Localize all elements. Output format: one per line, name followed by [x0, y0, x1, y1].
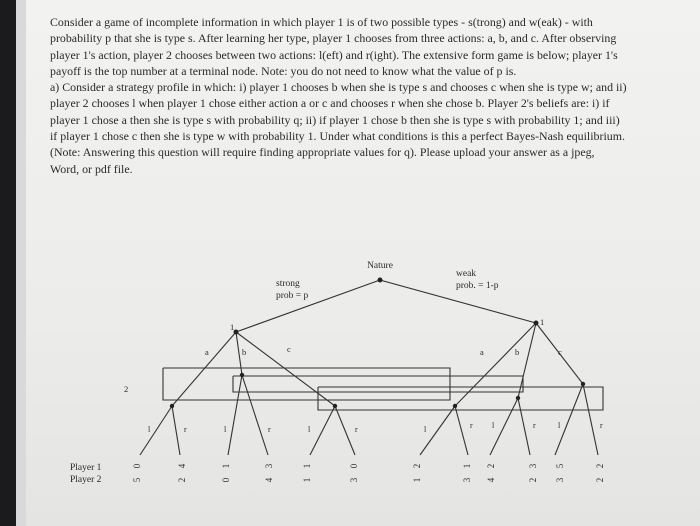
payoff-player1: 0	[349, 463, 359, 469]
edge-p2-l	[228, 375, 242, 455]
edge-p2-r	[518, 398, 530, 455]
payoff-player1: 0	[132, 463, 142, 469]
edge-strong-a	[172, 332, 236, 406]
row-label-player2: Player 2	[70, 475, 102, 485]
payoff-player1: 1	[462, 463, 472, 469]
payoff-player2: 2	[595, 477, 605, 483]
payoff-player1: 2	[595, 463, 605, 469]
payoff-player2: 3	[462, 477, 472, 483]
nature-label: Nature	[367, 261, 393, 271]
p2-node	[170, 404, 174, 408]
player1-weak-label: 1	[540, 317, 545, 327]
p2-action-l: l	[148, 425, 151, 434]
strong-prob-label: prob = p	[276, 291, 309, 301]
question-line: (Note: Answering this question will require finding appropriate values for q). Please upload your answer as a jpeg,	[50, 145, 595, 160]
question-line: if player 1 chose c then she is type w with probability 1. Under what conditions is this a perfect Bayes-Nash equilibrium.	[50, 129, 625, 144]
p2-action-l: l	[224, 425, 227, 434]
p2-action-r: r	[600, 421, 603, 430]
payoff-player1: 5	[555, 463, 565, 469]
action-label-b: b	[242, 347, 247, 357]
payoff-player2: 3	[349, 477, 359, 483]
edge-p2-l	[310, 406, 335, 455]
edge-p2-r	[455, 406, 468, 455]
edge-p2-r	[335, 406, 355, 455]
payoff-player2: 5	[132, 477, 142, 483]
payoff-player1: 2	[486, 463, 496, 469]
edge-strong-c	[236, 332, 335, 406]
payoff-player1: 3	[264, 463, 274, 469]
p2-action-r: r	[470, 421, 473, 430]
payoff-player2: 4	[486, 477, 496, 483]
p2-action-l: l	[492, 421, 495, 430]
payoff-player1: 4	[177, 463, 187, 469]
payoff-player2: 3	[555, 477, 565, 483]
p2-node	[240, 373, 244, 377]
nature-node	[378, 278, 383, 283]
question-line: player 2 chooses l when player 1 chose either action a or c and chooses r when she chose b. Player 2's beliefs are: i) if	[50, 96, 610, 111]
weak-label: weak	[456, 269, 477, 279]
player2-label: 2	[124, 384, 129, 394]
edge-strong	[236, 280, 380, 332]
payoff-player2: 2	[177, 477, 187, 483]
p2-action-l: l	[308, 425, 311, 434]
action-label-a: a	[480, 347, 484, 357]
payoff-player2: 1	[412, 477, 422, 483]
payoff-player1: 2	[412, 463, 422, 469]
action-label-c: c	[558, 347, 562, 357]
p2-action-r: r	[355, 425, 358, 434]
p2-action-r: r	[184, 425, 187, 434]
p2-action-r: r	[533, 421, 536, 430]
edge-p2-r	[583, 384, 598, 455]
player1-strong-label: 1	[230, 322, 235, 332]
row-label-player1: Player 1	[70, 463, 102, 473]
payoff-player2: 4	[264, 477, 274, 483]
payoff-player1: 1	[302, 463, 312, 469]
info-set-c	[318, 387, 603, 410]
action-label-c: c	[287, 344, 291, 354]
weak-decision-node	[534, 321, 539, 326]
question-line: player 1's action, player 2 chooses between two actions: l(eft) and r(ight). The extensive form game is below; player 1's	[50, 47, 618, 62]
question-line: payoff is the top number at a terminal node. Note: you do not need to know what the value of p is.	[50, 63, 517, 78]
question-line: player 1 chose a then she is type s with probability q; ii) if player 1 chose b then she is type s with probability 1; and iii)	[50, 112, 620, 127]
question-line: Consider a game of incomplete information in which player 1 is of two possible types - s(trong) and w(eak) - with	[50, 15, 593, 29]
p2-node	[333, 404, 337, 408]
info-set-a	[163, 368, 450, 400]
edge-p2-r	[172, 406, 180, 455]
action-label-a: a	[205, 347, 209, 357]
edge-p2-l	[140, 406, 172, 455]
p2-node	[581, 382, 585, 386]
edge-p2-l	[555, 384, 583, 455]
payoff-player2: 1	[302, 477, 312, 483]
question-line: a) Consider a strategy profile in which: i) player 1 chooses b when she is type s and chooses c when she is type w; and ii)	[50, 80, 627, 95]
strong-label: strong	[276, 279, 300, 289]
question-line: Word, or pdf file.	[50, 161, 133, 176]
weak-prob-label: prob. = 1-p	[456, 281, 499, 291]
question-line: probability p that she is type s. After learning her type, player 1 chooses from three actions: a, b, and c. After observing	[50, 31, 617, 46]
payoff-player2: 0	[221, 477, 231, 483]
p2-action-l: l	[558, 421, 561, 430]
p2-node	[453, 404, 457, 408]
payoff-player2: 2	[528, 477, 538, 483]
edge-p2-r	[242, 375, 268, 455]
info-set-b	[233, 376, 523, 392]
payoff-player1: 3	[528, 463, 538, 469]
p2-action-l: l	[424, 425, 427, 434]
strong-decision-node	[234, 330, 239, 335]
payoff-player1: 1	[221, 463, 231, 469]
p2-node	[516, 396, 520, 400]
action-label-b: b	[515, 347, 520, 357]
edge-weak-a	[455, 323, 536, 406]
p2-action-r: r	[268, 425, 271, 434]
